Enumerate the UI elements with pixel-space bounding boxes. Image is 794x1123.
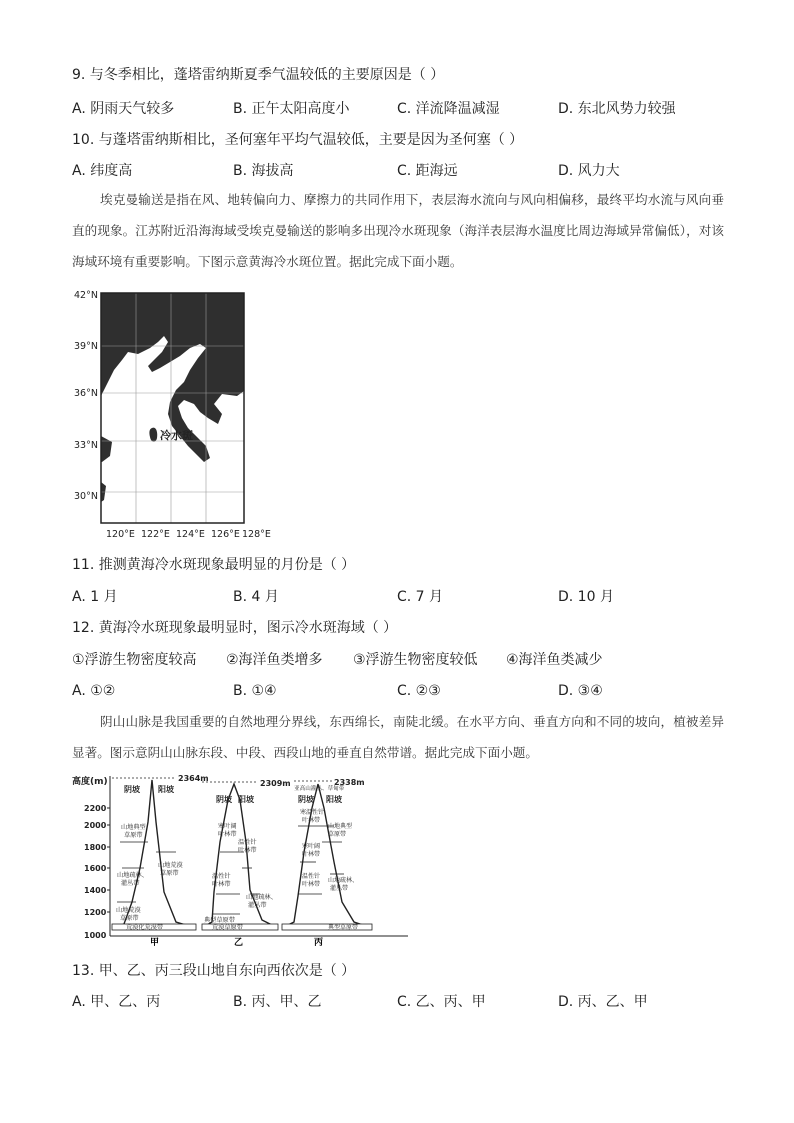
- jia-zone-label: 山地疏林、: [117, 872, 148, 879]
- q11-option-d: D. 10 月: [558, 589, 614, 605]
- jia-zone-label: 草原带: [160, 870, 179, 877]
- yi-zone-label: 灌丛带: [248, 902, 267, 909]
- jia-zone-label: 山地荒漠: [116, 907, 141, 914]
- q12-option-b: B. ①④: [233, 683, 277, 699]
- vertical-zone-diagram: [72, 772, 412, 952]
- passage-ekman: [72, 184, 724, 277]
- bing-zone-label: 草原带: [328, 831, 347, 838]
- q12-option-a: A. ①②: [72, 683, 116, 699]
- bing-zone-label: 灌丛带: [330, 885, 349, 892]
- q13-option-c: C. 乙、丙、甲: [397, 994, 486, 1010]
- bing-zone-label: 山地疏林、: [328, 877, 359, 884]
- q12-item-4: ④海洋鱼类减少: [506, 652, 603, 668]
- yi-zone-label: 温性针: [212, 873, 231, 880]
- lat-label-36: 36°N: [74, 388, 98, 399]
- q9-option-d: D. 东北风势力较强: [558, 101, 676, 117]
- q13-option-b: B. 丙、甲、乙: [233, 994, 322, 1010]
- ytick-1600: 1600: [84, 864, 107, 873]
- mountain-name-bing: 丙: [314, 938, 324, 948]
- jia-shady-label: 阴坡: [124, 785, 140, 794]
- bing-zone-label: 山地典型: [328, 823, 353, 830]
- y-axis-label: 高度(m): [72, 777, 108, 787]
- q10-option-d: D. 风力大: [558, 163, 620, 179]
- lat-label-42: 42°N: [74, 290, 98, 301]
- bing-zone-label: 寒叶阔: [302, 843, 321, 850]
- yi-sunny-label: 阳坡: [238, 795, 254, 804]
- passage-ekman-text: 埃克曼输送是指在风、地转偏向力、摩擦力的共同作用下，表层海水流向与风向相偏移，最终平均水流与风向垂直的现象。江苏附近沿海海域受埃克曼输送的影响多出现冷水斑现象（海洋表层海水温度比周边海域异常偏低），对该海域环境有重要影响。下图示意黄海冷水斑位置。据此完成下面小题。: [72, 192, 724, 269]
- q10-stem: 10. 与蓬塔雷纳斯相比，圣何塞年平均气温较低，主要是因为圣何塞（ ）: [72, 132, 524, 148]
- ytick-1200: 1200: [84, 908, 107, 917]
- bing-sunny-label: 阳坡: [326, 795, 342, 804]
- q11-stem: 11. 推测黄海冷水斑现象最明显的月份是（ ）: [72, 557, 356, 573]
- bing-zone-label: 叶林带: [302, 817, 321, 824]
- jia-zone-label: 草原带: [120, 915, 139, 922]
- lat-label-33: 33°N: [74, 440, 98, 451]
- mountain-jia: [112, 780, 196, 928]
- q12-stem: 12. 黄海冷水斑现象最明显时，图示冷水斑海域（ ）: [72, 620, 398, 636]
- q11-option-a: A. 1 月: [72, 589, 118, 605]
- lon-label-122: 122°E: [141, 529, 170, 540]
- q10-option-a: A. 纬度高: [72, 163, 133, 179]
- bing-zone-label: 寒温性针: [300, 809, 325, 816]
- yi-zone-label: 山地疏林、: [246, 894, 277, 901]
- passage-yinshan-text: 阴山山脉是我国重要的自然地理分界线，东西绵长，南陡北缓。在水平方向、垂直方向和不同的坡向，植被差异显著。图示意阴山山脉东段、中段、西段山地的垂直自然带谱。据此完成下面小题。: [72, 714, 724, 760]
- q9-option-b: B. 正午太阳高度小: [233, 101, 350, 117]
- q11-option-b: B. 4 月: [233, 589, 279, 605]
- yi-zone-label: 叶林带: [218, 831, 237, 838]
- ytick-2200: 2200: [84, 804, 107, 813]
- passage-yinshan: [72, 706, 724, 768]
- q9-option-a: A. 阴雨天气较多: [72, 101, 175, 117]
- cold-spot-label: 冷水斑: [160, 429, 193, 442]
- jia-zone-label: 草原带: [124, 832, 143, 839]
- ytick-1800: 1800: [84, 843, 107, 852]
- q11-option-c: C. 7 月: [397, 589, 444, 605]
- lon-label-124: 124°E: [176, 529, 205, 540]
- yi-zone-label: 温性针: [238, 839, 257, 846]
- q9-option-c: C. 洋流降温减湿: [397, 101, 500, 117]
- q12-item-2: ②海洋鱼类增多: [226, 652, 323, 668]
- ytick-1000: 1000: [84, 931, 107, 940]
- jia-zone-label: 山地荒漠: [158, 862, 183, 869]
- lon-label-120: 120°E: [106, 529, 135, 540]
- mountain-name-jia: 甲: [150, 938, 160, 948]
- bing-zone-label: 典型草原带: [328, 924, 359, 931]
- jia-sunny-label: 阳坡: [158, 785, 174, 794]
- yi-zone-label: 寒叶阔: [218, 823, 237, 830]
- lon-label-128: 128°E: [242, 529, 271, 540]
- mountain-bing: [282, 784, 372, 928]
- lat-label-30: 30°N: [74, 491, 98, 502]
- bing-top-zone: 亚高山灌丛、草甸带: [294, 786, 345, 792]
- yellow-sea-map: [72, 286, 272, 542]
- q12-option-d: D. ③④: [558, 683, 603, 699]
- q12-item-1: ①浮游生物密度较高: [72, 652, 197, 668]
- yi-zone-label: 典型草原带: [204, 917, 235, 924]
- q12-item-3: ③浮游生物密度较低: [353, 652, 478, 668]
- q13-stem: 13. 甲、乙、丙三段山地自东向西依次是（ ）: [72, 963, 356, 979]
- bing-zone-label: 叶林带: [302, 881, 321, 888]
- q13-option-d: D. 丙、乙、甲: [558, 994, 648, 1010]
- jia-zone-label: 灌丛带: [121, 880, 140, 887]
- ytick-2000: 2000: [84, 821, 107, 830]
- peak-yi: 2309m: [260, 779, 291, 788]
- yi-zone-label: 叶林带: [238, 847, 257, 854]
- q9-stem: 9. 与冬季相比，蓬塔雷纳斯夏季气温较低的主要原因是（ ）: [72, 67, 445, 83]
- peak-jia: 2364m: [178, 774, 209, 783]
- q10-option-b: B. 海拔高: [233, 163, 294, 179]
- mountain-yi: [202, 784, 278, 928]
- lon-label-126: 126°E: [211, 529, 240, 540]
- ytick-1400: 1400: [84, 886, 107, 895]
- jia-zone-label: 山地典型: [121, 824, 146, 831]
- mountain-name-yi: 乙: [234, 938, 244, 948]
- jia-zone-label: 荒漠化荒漠带: [126, 924, 164, 931]
- bing-shady-label: 阴坡: [298, 795, 314, 804]
- peak-bing: 2338m: [334, 778, 365, 787]
- q13-option-a: A. 甲、乙、丙: [72, 994, 161, 1010]
- q12-option-c: C. ②③: [397, 683, 441, 699]
- bing-zone-label: 温性针: [302, 873, 321, 880]
- yi-zone-label: 叶林带: [212, 881, 231, 888]
- bing-zone-label: 叶林带: [302, 851, 321, 858]
- yi-shady-label: 阴坡: [216, 795, 232, 804]
- yi-zone-label: 荒漠草原带: [212, 924, 243, 931]
- lat-label-39: 39°N: [74, 341, 98, 352]
- q10-option-c: C. 距海远: [397, 163, 458, 179]
